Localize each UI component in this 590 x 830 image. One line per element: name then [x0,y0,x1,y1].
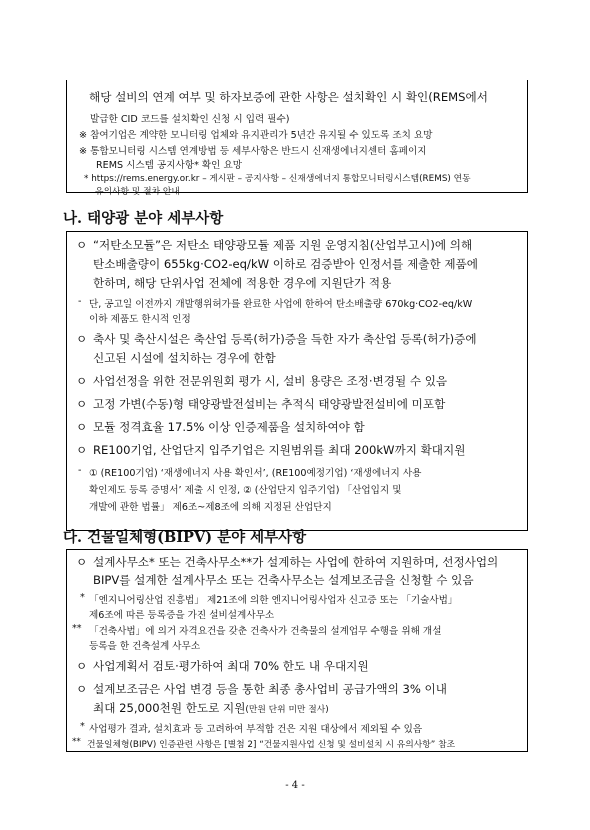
solar-item-7-line-1: RE100기업, 산업단지 입주기업은 지원범위를 최대 200kW까지 확대지원 [93,443,466,457]
bullet-circle: ㅇ [76,420,88,434]
bullet-double-asterisk: ** [72,623,82,634]
rems-line-2: 발급한 CID 코드를 설치확인 신청 시 입력 필수) [90,114,290,125]
solar-item-8-line-3: 개발에 관한 법률」 제6조~제8조에 의해 지정된 산업단지 [89,502,332,513]
bipv-item-5-line-2-text: 최대 25,000천원 한도로 지원 [93,701,246,715]
bipv-item-7-line-1: 건물일체형(BIPV) 인증관련 사항은 [별첨 2] “건물지원사업 신청 및 설비설치 시 유의사항” 참조 [87,740,456,750]
solar-item-2-line-1: 단, 공고일 이전까지 개발행위허가를 완료한 사업에 한하여 탄소배출량 670kg·CO2-eq/kW [89,299,473,310]
solar-item-8-line-1: ① (RE100기업) ‘재생에너지 사용 확인서’, (RE100예정기업) ‘재생에너지 사용 [89,468,422,479]
bipv-item-2-line-1: 「엔지니어링산업 진흥법」 제21조에 의한 엔지니어링사업자 신고증 또는 「기술사법」 [89,595,458,606]
rems-note-3a: * https://rems.energy.or.kr – 게시판 – 공지사항 – 신재생에너지 통합모니터링시스템(REMS) 연동 [84,174,471,184]
solar-item-2-line-2: 이하 제품도 한시적 인정 [89,314,191,325]
solar-item-1-line-3: 한하며, 해당 단위사업 전체에 적용한 경우에 지원단가 적용 [93,276,392,290]
solar-item-6-line-1: 모듈 정격효율 17.5% 이상 인증제품을 설치하여야 함 [93,420,365,434]
solar-item-8-line-2: 확인제도 등록 증명서’ 제출 시 인정, ② (산업단지 입주기업) 「산업입지 및 [89,485,402,496]
rems-notice-box [66,80,528,197]
bipv-item-2-line-2: 제6조에 따른 등록증을 가진 설비설계사무소 [89,610,275,621]
bipv-item-1-line-2: BIPV를 설계한 설계사무소 또는 건축사무소는 설계보조금을 신청할 수 있음 [93,573,474,587]
bullet-circle: ㅇ [76,332,88,346]
solar-item-1-line-2: 탄소배출량이 655kg·CO2-eq/kW 이하로 검증받아 인정서를 제출한 제품에 [93,257,478,271]
bipv-item-5-line-2 [93,700,329,716]
bipv-item-1-line-1: 설계사무소* 또는 건축사무소**가 설계하는 사업에 한하여 지원하며, 선정사업의 [93,555,499,569]
bullet-double-asterisk: ** [72,737,81,747]
bullet-circle: ㅇ [76,555,88,569]
bullet-dash: - [78,296,82,307]
bullet-asterisk: * [80,721,85,732]
bipv-details-box [66,549,528,752]
solar-item-3-line-2: 신고된 시설에 설치하는 경우에 한함 [93,351,276,365]
bipv-item-4-line-1: 사업계획서 검토·평가하여 최대 70% 한도 내 우대지원 [93,659,369,673]
bipv-item-3-line-1: 「건축사법」에 의거 자격요건을 갖춘 건축사가 건축물의 설계업무 수행을 위해 개설 [89,626,442,637]
bullet-circle: ㅇ [76,682,88,696]
section-heading-solar: 나. 태양광 분야 세부사항 [63,210,224,227]
rems-note-2a: ※ 통합모니터링 시스템 연계방법 등 세부사항은 반드시 신재생에너지센터 홈페이지 [79,146,427,157]
rems-note-1: ※ 참여기업은 계약한 모니터링 업체와 유지관리가 5년간 유지될 수 있도록 조치 요망 [79,130,433,141]
rems-line-1: 해당 설비의 연계 여부 및 하자보증에 관한 사항은 설치확인 시 확인(REMS에서 [89,90,488,104]
bullet-circle: ㅇ [76,238,88,252]
bullet-circle: ㅇ [76,374,88,388]
solar-item-4-line-1: 사업선정을 위한 전문위원회 평가 시, 설비 용량은 조정·변경될 수 있음 [93,374,448,388]
bipv-item-6-line-1: 사업평가 결과, 설치효과 등 고려하여 부적합 건은 지원 대상에서 제외될 수 있음 [89,724,423,735]
bullet-dash: - [78,465,82,476]
bullet-circle: ㅇ [76,397,88,411]
bullet-asterisk: * [80,592,85,603]
solar-item-3-line-1: 축사 및 축산시설은 축산업 등록(허가)증을 득한 자가 축산업 등록(허가)증에 [93,332,477,346]
bullet-circle: ㅇ [76,659,88,673]
bipv-item-5-line-1: 설계보조금은 사업 변경 등을 통한 최종 총사업비 공급가액의 3% 이내 [93,682,447,696]
solar-item-5-line-1: 고정 가변(수동)형 태양광발전설비는 추적식 태양광발전설비에 미포함 [93,397,446,411]
solar-item-1-line-1: “저탄소모듈”은 저탄소 태양광모듈 제품 지원 운영지침(산업부고시)에 의해 [93,238,473,252]
bullet-circle: ㅇ [76,443,88,457]
bipv-item-3-line-2: 등록을 한 건축설계 사무소 [89,641,201,652]
section-heading-bipv: 다. 건물일체형(BIPV) 분야 세부사항 [63,529,307,546]
bipv-item-5-note: (만원 단위 미만 절사) [245,705,329,715]
rems-note-3b: 유의사항 및 절차 안내 [95,187,180,197]
rems-note-2b: REMS 시스템 공지사항* 확인 요망 [96,160,243,171]
solar-details-box [66,231,528,531]
page-number: - 4 - [285,780,305,791]
